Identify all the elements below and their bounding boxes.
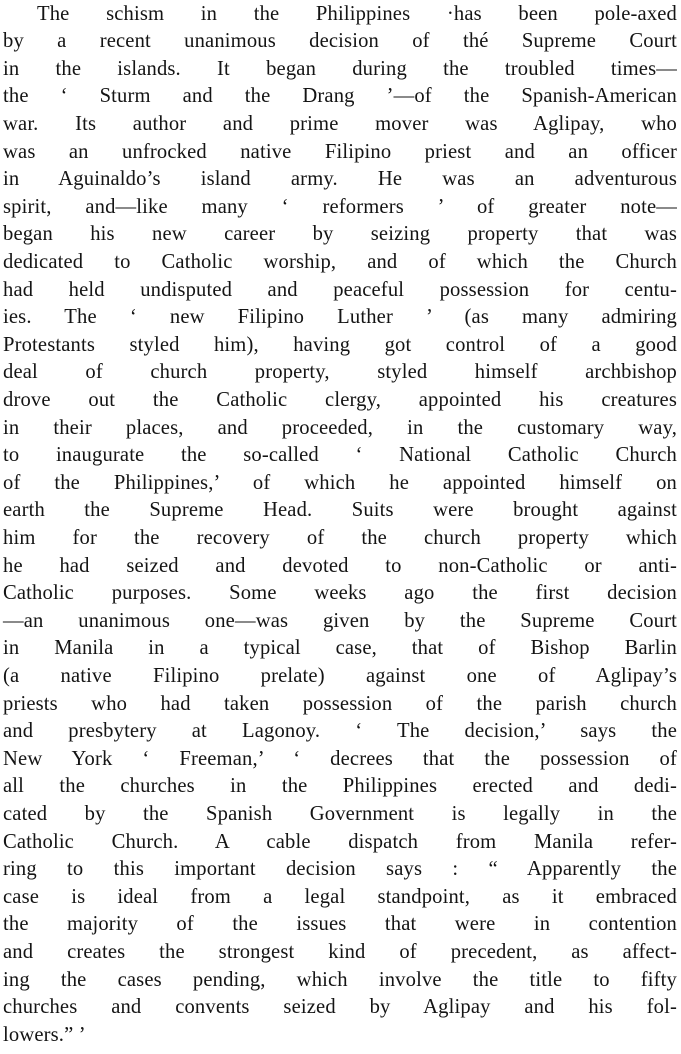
text-line: case is ideal from a legal standpoint, as it embraced	[3, 885, 677, 908]
text-line: in Aguinaldo’s island army. He was an adventurous	[3, 168, 677, 191]
text-line: cated by the Spanish Government is legally in the	[3, 803, 677, 825]
text-line: ies. The ‘ new Filipino Luther ’ (as many admiring	[3, 306, 677, 329]
text-line: priests who had taken possession of the parish church	[3, 692, 677, 715]
text-line: began his new career by seizing property that was	[3, 223, 677, 246]
text-line: to inaugurate the so-called ‘ National Catholic Church	[3, 444, 677, 467]
text-line: in their places, and proceeded, in the customary way,	[3, 416, 677, 439]
text-line: earth the Supreme Head. Suits were brought against	[3, 499, 677, 522]
text-line: The schism in the Philippines ·has been pole-axed	[37, 2, 677, 25]
text-line: deal of church property, styled himself archbishop	[3, 361, 677, 384]
text-line: in the islands. It began during the troubled times—	[3, 57, 677, 80]
text-line: Catholic purposes. Some weeks ago the first decision	[3, 582, 677, 605]
text-line: he had seized and devoted to non-Catholic or anti-	[3, 554, 677, 577]
text-line: him for the recovery of the church property which	[3, 527, 677, 549]
text-line: churches and convents seized by Aglipay and his fol-	[3, 996, 677, 1019]
text-line: drove out the Catholic clergy, appointed his creatures	[3, 389, 677, 411]
text-line: lowers.” ’	[3, 1023, 86, 1046]
text-line: (a native Filipino prelate) against one of Aglipay’s	[3, 665, 677, 687]
text-line: had held undisputed and peaceful possession for centu-	[3, 278, 677, 301]
text-line: in Manila in a typical case, that of Bishop Barlin	[3, 637, 677, 660]
text-line: spirit, and—like many ‘ reformers ’ of greater note—	[3, 195, 677, 218]
text-line: war. Its author and prime mover was Aglipay, who	[3, 113, 677, 135]
text-line: Protestants styled him), having got control of a good	[3, 333, 677, 356]
text-line: —an unanimous one—was given by the Supreme Court	[3, 609, 677, 632]
text-line: of the Philippines,’ of which he appointed himself on	[3, 471, 677, 494]
text-line: all the churches in the Philippines erected and dedi-	[3, 775, 677, 798]
text-line: Catholic Church. A cable dispatch from Manila refer-	[3, 830, 677, 853]
text-line: the majority of the issues that were in contention	[3, 913, 677, 936]
text-line: New York ‘ Freeman,’ ‘ decrees that the possession of	[3, 747, 677, 770]
text-line: ing the cases pending, which involve the title to fifty	[3, 968, 677, 991]
text-line: and presbytery at Lagonoy. ‘ The decision,’ says the	[3, 720, 677, 743]
text-line: and creates the strongest kind of precedent, as affect-	[3, 941, 677, 963]
text-line: was an unfrocked native Filipino priest and an officer	[3, 140, 677, 163]
text-line: the ‘ Sturm and the Drang ’—of the Spanish-American	[3, 85, 677, 108]
text-line: ring to this important decision says : “ Apparently the	[3, 858, 677, 881]
newspaper-article	[3, 0, 677, 1054]
text-line: by a recent unanimous decision of thé Supreme Court	[3, 30, 677, 53]
text-line: dedicated to Catholic worship, and of which the Church	[3, 251, 677, 273]
